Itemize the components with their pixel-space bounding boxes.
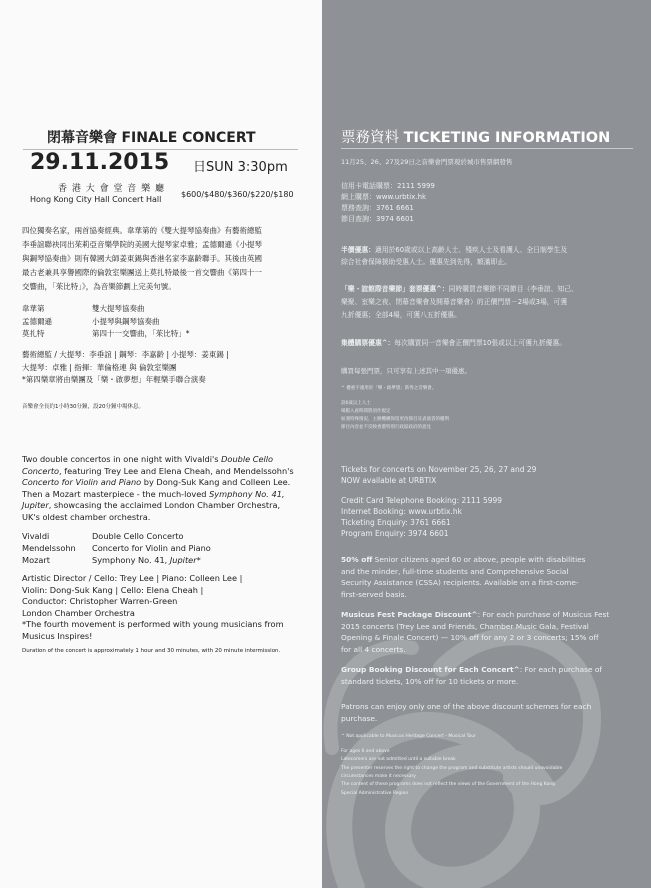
- zh-intro: 11月25、26、27及29日之音樂會門票現於城市售票網發售: [341, 158, 513, 166]
- en-contact-line: Internet Booking: www.urbtix.hk: [341, 507, 462, 516]
- en-group-line: [341, 677, 518, 686]
- credits-en-line: Conductor: Christopher Warren-Green: [22, 596, 178, 607]
- en-small-line: For ages 6 and above: [341, 749, 390, 754]
- text: 同時購買音樂節不同節目（李垂誼、知己、: [448, 285, 578, 293]
- en-package-line: [341, 633, 599, 642]
- ticketing-column: [322, 0, 651, 888]
- description-zh-line: 交響曲，「茱比特」》，為音樂節劃上完美句號。: [22, 282, 176, 291]
- zh-package-line: [341, 309, 461, 319]
- en-package-line: [341, 622, 589, 631]
- zh-caret-note: ^ 優惠不適用於「樂・啟夢想」新秀之音樂會。: [341, 386, 437, 391]
- program-zh-work: [92, 328, 190, 339]
- en-group-line: [341, 665, 602, 674]
- program-en-work: [92, 555, 201, 565]
- zh-contact-line: 節目查詢：3974 6601: [341, 215, 414, 223]
- en-note-line: Patrons can enjoy only one of the above discount schemes for each: [341, 702, 592, 711]
- text: first-served basis.: [341, 589, 407, 599]
- en-senior-line: [341, 567, 568, 576]
- text: Security Assistance (CSSA) recipients. Available on a first-come-: [341, 578, 579, 587]
- concert-day-zh: 日: [193, 160, 207, 175]
- bold-label: 半價優惠：: [341, 246, 375, 254]
- program-en-composer: Vivaldi: [22, 531, 50, 541]
- credits-en-line: London Chamber Orchestra: [22, 607, 135, 618]
- text: standard tickets, 10% off for 10 tickets or more.: [341, 676, 519, 686]
- program-en-work: [92, 531, 184, 541]
- ticketing-title: [341, 126, 610, 147]
- text: 適用於60歲或以上高齡人士、殘疾人士及看護人、全日制學生及: [374, 246, 568, 254]
- en-small-line: Latecomers are not admitted until a suitable break: [341, 757, 456, 763]
- zh-package-line: [341, 296, 567, 306]
- en-senior-line: [341, 555, 586, 564]
- zh-senior-line: [341, 256, 511, 266]
- work-subtitle: Jupiter*: [169, 554, 201, 565]
- italic-title: Concerto: [22, 465, 60, 476]
- zh-senior-line: [341, 244, 567, 254]
- program-en-composer: Mendelssohn: [22, 542, 76, 553]
- italic-title: Concerto for Violin and Piano: [22, 477, 142, 488]
- text: Opening & Finale Concert) — 10% off for any 2 or 3 concerts; 15% off: [341, 633, 599, 642]
- credits-en-line: Violin: Dong-Suk Kang | Cello: Elena Cheah |: [22, 584, 204, 595]
- decorative-swirl-graphic: [322, 488, 651, 888]
- description-en-line: [22, 500, 280, 510]
- concert-day-time: SUN 3:30pm: [206, 160, 288, 175]
- text: : For each purchase of: [519, 665, 603, 674]
- ticketing-title-en: TICKETING INFORMATION: [403, 130, 611, 146]
- text: and the minder, full-time students and Comprehensive Social: [341, 566, 569, 576]
- work-title: 小提琴與鋼琴協奏曲: [92, 316, 160, 326]
- credits-en-line: Musicus Inspires!: [22, 631, 93, 641]
- zh-contact-line: 網上購票：www.urbtix.hk: [341, 193, 427, 201]
- description-zh-line: 最古老兼具享譽國際的倫敦室樂團送上莫扎特最後一首交響曲《第四十一: [22, 268, 262, 277]
- finale-concert-column: [0, 0, 322, 888]
- bold-label: 「樂・誼館際音樂節」套票優惠^：: [341, 285, 449, 293]
- program-zh-composer: 孟德爾遜: [22, 316, 52, 326]
- description-zh-line: 四位獨奏名家，兩首協奏經典。韋華第的《雙大提琴協奏曲》有藝術總監: [22, 226, 262, 235]
- en-contact-line: Program Enquiry: 3974 6601: [341, 529, 449, 538]
- work-title: Double Cello Concerto: [92, 531, 184, 541]
- ticketing-title-zh: 票務資料: [341, 130, 399, 146]
- text: by Dong-Suk Kang and Colleen Lee.: [141, 477, 291, 488]
- credits-zh-line: 大提琴：卓雅 | 指揮：華倫格連 與 倫敦室樂團: [22, 362, 177, 372]
- finale-title-en: FINALE CONCERT: [121, 130, 256, 146]
- bold-label: Group Booking Discount for Each Concert^: [341, 665, 520, 674]
- credits-en-line: Artistic Director / Cello: Trey Lee | Piano: Colleen Lee |: [22, 573, 243, 583]
- text: 樂聚、室樂之夜、閉幕音樂會及開幕音樂會）的正價門票－2場或3場，可獲: [341, 298, 568, 306]
- zh-contact-line: 票務查詢：3761 6661: [341, 204, 414, 212]
- text: Two double concertos in one night with Vivaldi's: [22, 454, 222, 464]
- zh-note: 購買每張門票，只可享有上述其中一項優惠。: [341, 367, 471, 375]
- zh-small-line: 如遇特殊情況，主辦機構保留更改節目及表演者的權利: [341, 417, 449, 422]
- zh-package-line: [341, 283, 578, 293]
- zh-group-line: [341, 337, 566, 347]
- en-small-line: The presenter reserves the right to change the program and substitute artists should unavoidable: [341, 765, 563, 771]
- text: UK's oldest chamber orchestra.: [22, 512, 151, 522]
- zh-small-line: 設6歲以上人士: [341, 401, 371, 406]
- program-zh-composer: 韋華第: [22, 304, 45, 313]
- italic-title: Jupiter: [22, 500, 49, 511]
- duration-zh: 音樂會全長約1小時30分鐘，設20分鐘中場休息。: [22, 404, 144, 410]
- en-small-line: The content of these programs does not reflect the views of the Government of the Hong Kong: [341, 782, 555, 788]
- en-small-line: Special Administrative Region: [341, 790, 409, 796]
- description-zh-line: 李垂誼聯袂同出茱莉亞音樂學院的美國大提琴家卓雅；孟德爾遜《小提琴: [22, 240, 262, 249]
- program-en-work: [92, 543, 211, 553]
- work-title: 第四十一交響曲，「茱比特」*: [92, 329, 190, 338]
- text: , featuring Trey Lee and Elena Cheah, and Mendelssohn's: [59, 465, 294, 476]
- ticket-prices: $600/$480/$360/$220/$180: [181, 190, 294, 199]
- description-zh-line: 與鋼琴協奏曲》則有韓國大師姜東錫與香港名家李嘉齡聯手。其後由英國: [22, 254, 262, 263]
- work-title: 雙大提琴協奏曲: [92, 304, 145, 313]
- en-intro-line: NOW available at URBTIX: [341, 476, 437, 485]
- program-zh-work: [92, 316, 160, 327]
- venue-en: Hong Kong City Hall Concert Hall: [30, 195, 162, 204]
- zh-small-line: 場館入座時間將須作規定: [341, 409, 391, 414]
- en-package-line: [341, 645, 406, 654]
- en-intro-line: Tickets for concerts on November 25, 26, 27 and 29: [341, 465, 537, 474]
- text: Senior citizens aged 60 or above, people with disabilities: [372, 555, 586, 564]
- work-title: Symphony No. 41,: [92, 554, 170, 565]
- zh-small-line: 節目內容並不反映香港特別行政區政府的意見: [341, 425, 431, 430]
- program-zh-composer: 莫扎特: [22, 329, 45, 338]
- description-en-line: [22, 477, 290, 487]
- text: for all 4 concerts.: [341, 644, 406, 654]
- description-en-line: [22, 454, 273, 464]
- zh-contact-line: 信用卡電話購票：2111 5999: [341, 182, 435, 190]
- text: : For each purchase of Musicus Fest: [477, 610, 610, 619]
- en-caret-note: ^ Not applicable to Musicus Heritage Concert - Musical Tour: [341, 734, 477, 739]
- credits-zh-line: *第四樂章將由樂團及「樂・啟夢想」年輕樂手聯合演奏: [22, 375, 206, 384]
- concert-time: [193, 156, 288, 175]
- en-senior-line: [341, 590, 407, 599]
- description-en-line: [22, 512, 150, 522]
- finale-title-zh: 閉幕音樂會: [47, 130, 117, 146]
- description-en-line: [22, 489, 285, 499]
- italic-title: Symphony No. 41,: [209, 488, 285, 499]
- en-note-line: purchase.: [341, 713, 378, 723]
- credits-zh-line: 藝術總監 / 大提琴：李垂誼 | 鋼琴：李嘉齡 | 小提琴：姜東錫 |: [22, 350, 229, 359]
- duration-en: Duration of the concert is approximately 1 hour and 30 minutes, with 20 minute intermission.: [22, 648, 281, 654]
- bold-label: 集體購票優惠^：: [341, 339, 395, 347]
- en-senior-line: [341, 578, 579, 587]
- description-en-line: [22, 466, 294, 476]
- program-zh-work: [92, 303, 145, 314]
- bold-label: 50% off: [341, 555, 373, 564]
- text: 每次購買同一音樂會正價門票10張或以上可獲九折優惠。: [394, 339, 567, 347]
- text: , showcasing the acclaimed London Chamber Orchestra,: [48, 500, 281, 511]
- finale-title: [47, 127, 256, 147]
- text: Then a Mozart masterpiece - the much-loved: [22, 488, 210, 499]
- en-small-line: circumstances make it necessary: [341, 773, 416, 779]
- program-en-composer: Mozart: [22, 554, 50, 565]
- venue-zh: 香 港 大 會 堂 音 樂 廳: [58, 184, 166, 194]
- en-contact-line: Credit Card Telephone Booking: 2111 5999: [341, 496, 503, 505]
- concert-date: 29.11.2015: [30, 150, 170, 175]
- en-contact-line: Ticketing Enquiry: 3761 6661: [341, 518, 451, 527]
- text: 九折優惠；全部4場，可獲八五折優惠。: [341, 311, 461, 319]
- text: 2015 concerts (Trey Lee and Friends, Chamber Music Gala, Festival: [341, 621, 589, 631]
- bold-label: Musicus Fest Package Discount^: [341, 610, 478, 619]
- divider: [341, 148, 633, 149]
- italic-title: Double Cello: [221, 454, 274, 464]
- work-title: Concerto for Violin and Piano: [92, 542, 211, 553]
- en-package-line: [341, 610, 609, 619]
- text: 綜合社會保障援助受惠人士。優惠先到先得，額滿即止。: [341, 258, 511, 266]
- credits-en-line: *The fourth movement is performed with young musicians from: [22, 619, 284, 630]
